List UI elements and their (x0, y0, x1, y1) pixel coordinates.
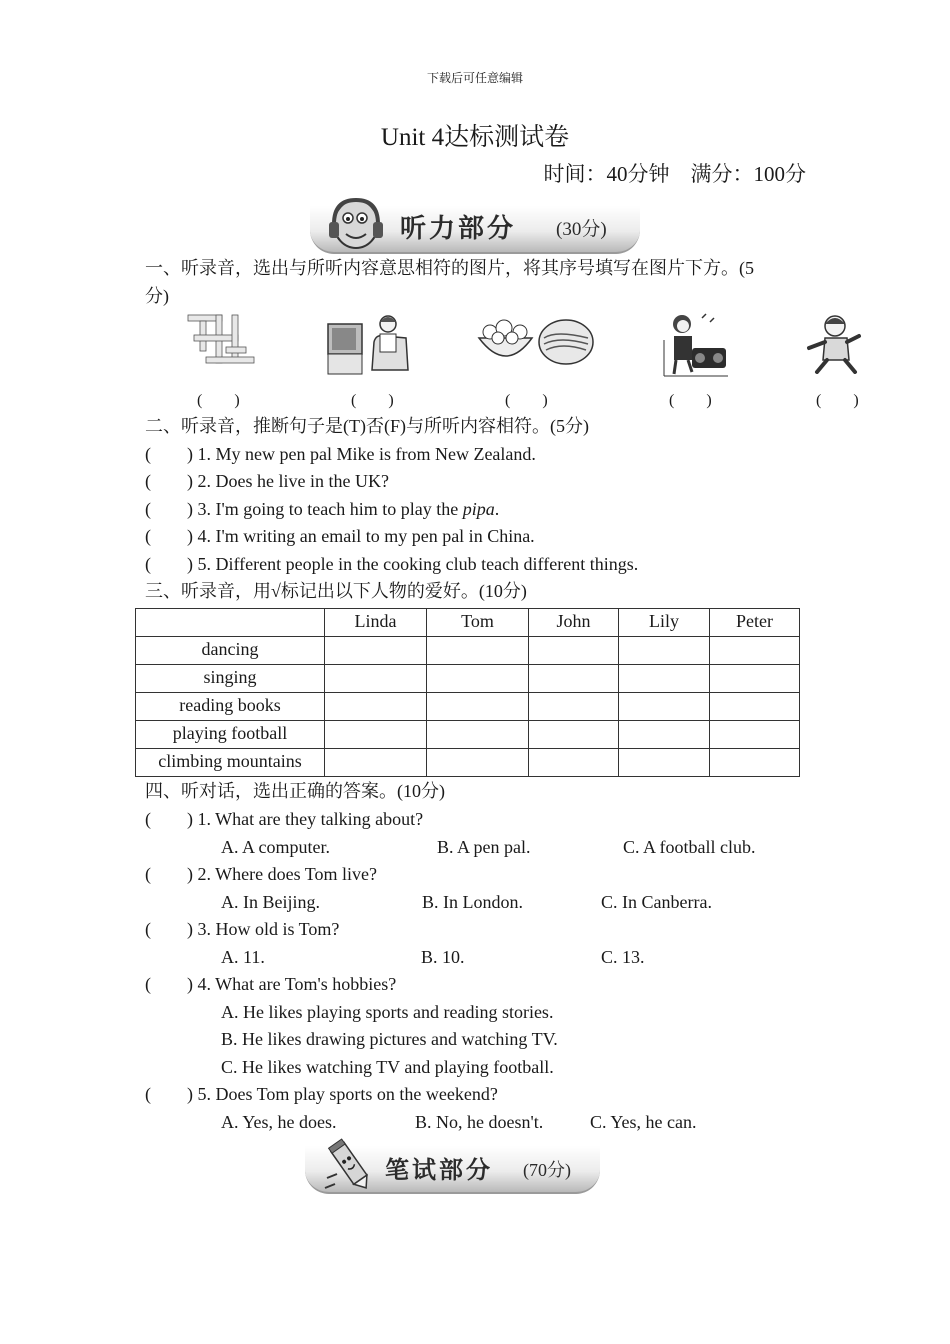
check-cell[interactable] (427, 693, 529, 721)
kung-fu-boy-icon (805, 314, 863, 374)
row-label: singing (136, 665, 325, 693)
headphones-character-icon (326, 194, 386, 256)
table-row (136, 665, 800, 693)
section4-heading: 四、听对话，选出正确的答案。(10分) (145, 781, 445, 801)
hobby-table (135, 608, 800, 777)
q2-option-b[interactable]: B. In London. (422, 892, 523, 912)
check-cell[interactable] (427, 749, 529, 777)
table-row (136, 693, 800, 721)
tf-item-5: ( ) 5. Different people in the cooking club teach different things. (145, 554, 639, 574)
tf-item-2: ( ) 2. Does he live in the UK? (145, 471, 389, 491)
picture-blank-5[interactable]: ( ) (816, 392, 859, 409)
section1-heading: 一、听录音，选出与所听内容意思相符的图片，将其序号填写在图片下方。(5 (145, 258, 754, 278)
check-cell[interactable] (427, 665, 529, 693)
check-cell[interactable] (529, 749, 619, 777)
check-cell[interactable] (427, 637, 529, 665)
table-row (136, 749, 800, 777)
row-label: climbing mountains (136, 749, 325, 777)
check-cell[interactable] (325, 749, 427, 777)
table-header-cell: Linda (325, 609, 427, 637)
check-cell[interactable] (619, 637, 710, 665)
table-header-cell (136, 609, 325, 637)
question-4: ( ) 4. What are Tom's hobbies? (145, 974, 397, 994)
q5-option-c[interactable]: C. Yes, he can. (590, 1112, 697, 1132)
q3-option-c[interactable]: C. 13. (601, 947, 645, 967)
question-2: ( ) 2. Where does Tom live? (145, 864, 378, 884)
answer-blank[interactable]: ( ) (145, 809, 193, 829)
check-cell[interactable] (619, 665, 710, 693)
written-banner-title: 笔试部分 (385, 1156, 493, 1184)
q1-option-a[interactable]: A. A computer. (221, 837, 330, 857)
written-banner-score: (70分) (523, 1160, 571, 1180)
section2-heading: 二、听录音，推断句子是(T)否(F)与所听内容相符。(5分) (145, 416, 589, 436)
check-cell[interactable] (710, 721, 800, 749)
table-header-cell: Peter (710, 609, 800, 637)
row-label: playing football (136, 721, 325, 749)
check-cell[interactable] (710, 693, 800, 721)
answer-blank[interactable]: ( ) (145, 471, 193, 491)
q2-option-c[interactable]: C. In Canberra. (601, 892, 712, 912)
listening-banner (310, 206, 640, 254)
girl-with-radio-icon (662, 312, 730, 378)
picture-blank-1[interactable]: ( ) (197, 392, 240, 409)
answer-blank[interactable]: ( ) (145, 526, 193, 546)
check-cell[interactable] (529, 721, 619, 749)
check-cell[interactable] (529, 693, 619, 721)
check-cell[interactable] (325, 665, 427, 693)
check-cell[interactable] (529, 665, 619, 693)
boy-watching-tv-icon (326, 312, 412, 376)
table-header-cell: Lily (619, 609, 710, 637)
listening-banner-title: 听力部分 (400, 214, 517, 244)
question-1: ( ) 1. What are they talking about? (145, 809, 424, 829)
q3-option-b[interactable]: B. 10. (421, 947, 465, 967)
q1-option-b[interactable]: B. A pen pal. (437, 837, 531, 857)
table-row (136, 637, 800, 665)
check-cell[interactable] (619, 693, 710, 721)
row-label: reading books (136, 693, 325, 721)
q5-option-a[interactable]: A. Yes, he does. (221, 1112, 337, 1132)
answer-blank[interactable]: ( ) (145, 444, 193, 464)
check-cell[interactable] (325, 721, 427, 749)
pencil-character-icon (323, 1138, 381, 1194)
answer-blank[interactable]: ( ) (145, 864, 193, 884)
q1-option-c[interactable]: C. A football club. (623, 837, 756, 857)
answer-blank[interactable]: ( ) (145, 554, 193, 574)
q4-option-c[interactable]: C. He likes watching TV and playing football. (221, 1057, 554, 1077)
check-cell[interactable] (325, 637, 427, 665)
check-cell[interactable] (619, 749, 710, 777)
tf-item-3: ( ) 3. I'm going to teach him to play the pipa. (145, 499, 500, 519)
table-header-cell: John (529, 609, 619, 637)
picture-blank-2[interactable]: ( ) (351, 392, 394, 409)
tf-item-1: ( ) 1. My new pen pal Mike is from New Zealand. (145, 444, 536, 464)
row-label: dancing (136, 637, 325, 665)
time-info: 时间：40分钟 满分：100分 (543, 162, 806, 186)
crossword-puzzle-icon (186, 313, 258, 367)
check-cell[interactable] (529, 637, 619, 665)
answer-blank[interactable]: ( ) (145, 974, 193, 994)
question-3: ( ) 3. How old is Tom? (145, 919, 340, 939)
check-cell[interactable] (710, 749, 800, 777)
question-5: ( ) 5. Does Tom play sports on the weekend? (145, 1084, 498, 1104)
picture-blank-4[interactable]: ( ) (669, 392, 712, 409)
section3-heading: 三、听录音，用√标记出以下人物的爱好。(10分) (145, 581, 527, 601)
picture-blank-3[interactable]: ( ) (505, 392, 548, 409)
q3-option-a[interactable]: A. 11. (221, 947, 265, 967)
check-cell[interactable] (710, 665, 800, 693)
page-title: Unit 4达标测试卷 (380, 124, 570, 151)
answer-blank[interactable]: ( ) (145, 499, 193, 519)
table-header-row (136, 609, 800, 637)
check-cell[interactable] (427, 721, 529, 749)
table-row (136, 721, 800, 749)
answer-blank[interactable]: ( ) (145, 1084, 193, 1104)
check-cell[interactable] (619, 721, 710, 749)
table-header-cell: Tom (427, 609, 529, 637)
listening-banner-score: (30分) (556, 219, 607, 240)
check-cell[interactable] (710, 637, 800, 665)
tf-item-4: ( ) 4. I'm writing an email to my pen pal in China. (145, 526, 535, 546)
q4-option-b[interactable]: B. He likes drawing pictures and watching TV. (221, 1029, 558, 1049)
check-cell[interactable] (325, 693, 427, 721)
q5-option-b[interactable]: B. No, he doesn't. (415, 1112, 544, 1132)
dumplings-and-noodles-icon (476, 316, 596, 368)
answer-blank[interactable]: ( ) (145, 919, 193, 939)
written-banner (305, 1146, 600, 1194)
header-note: 下载后可任意编辑 (426, 71, 523, 85)
q4-option-a[interactable]: A. He likes playing sports and reading stories. (221, 1002, 554, 1022)
section1-heading-cont: 分) (145, 286, 169, 306)
q2-option-a[interactable]: A. In Beijing. (221, 892, 320, 912)
